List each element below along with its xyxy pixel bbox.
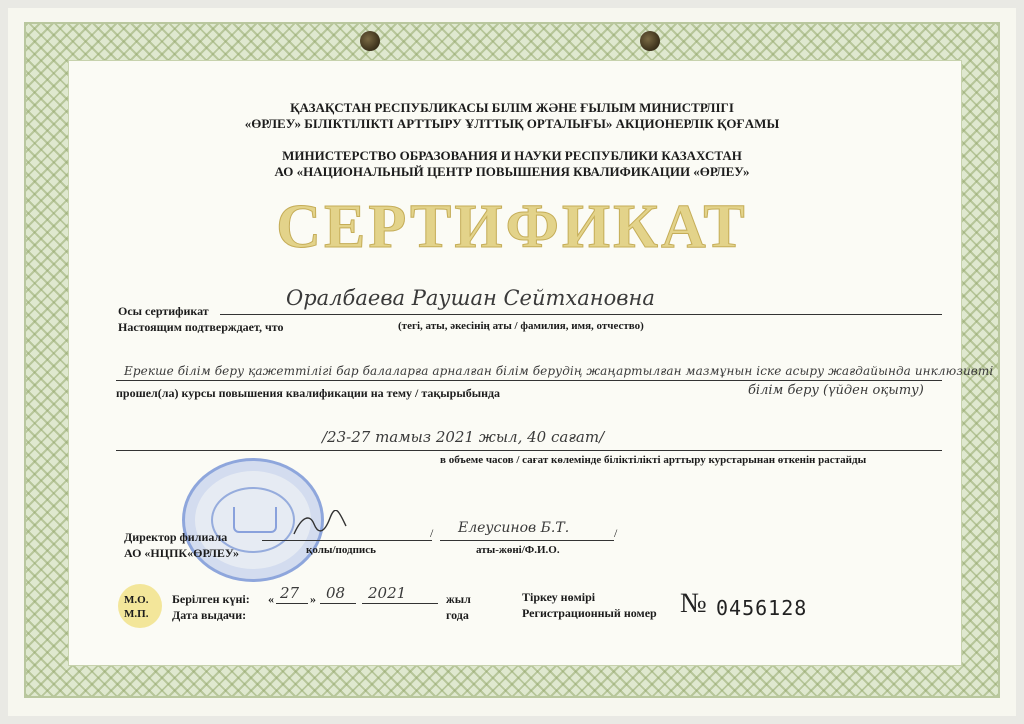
director-label-line1: Директор филиала <box>124 530 228 544</box>
issue-close-quote: » <box>310 592 316 606</box>
issue-month: 08 <box>326 584 346 602</box>
header-ru-line2: АО «НАЦИОНАЛЬНЫЙ ЦЕНТР ПОВЫШЕНИЯ КВАЛИФИКАЦИИ «ӨРЛЕУ» <box>274 164 750 179</box>
course-topic-line1: Ерекше білім беру қажеттілігі бар балаларға арналған білім берудің жаңартылған мазмұнын іске асыру жағдайында инклюзивті <box>124 364 994 378</box>
director-name-caption: аты-жөні/Ф.И.О. <box>476 544 560 556</box>
director-name: Елеусинов Б.Т. <box>458 520 570 536</box>
issue-year: 2021 <box>368 584 407 602</box>
issue-year-line <box>362 603 438 604</box>
issue-suffix-ru: года <box>446 608 469 622</box>
holder-label-ru: Настоящим подтверждает, что <box>118 320 284 334</box>
number-sign: № <box>680 588 707 619</box>
holder-caption: (тегі, аты, әкесінің аты / фамилия, имя, отчество) <box>398 320 644 332</box>
course-topic-line <box>116 380 942 381</box>
issue-open-quote: « <box>268 592 274 606</box>
director-name-line <box>440 540 614 541</box>
name-slash-open: / <box>430 526 434 540</box>
registration-label-kz: Тіркеу нөмірі <box>522 590 596 604</box>
issue-label-ru: Дата выдачи: <box>172 608 247 622</box>
binder-hole <box>640 31 660 51</box>
course-topic-line2: білім беру (үйден оқыту) <box>748 383 924 398</box>
holder-name: Оралбаева Раушан Сейтхановна <box>286 286 655 310</box>
director-label-line2: АО «НЦПК«ӨРЛЕУ» <box>124 546 239 560</box>
name-slash-close: / <box>614 526 618 540</box>
header-kz-line1: ҚАЗАҚСТАН РЕСПУБЛИКАСЫ БІЛІМ ЖӘНЕ ҒЫЛЫМ МИНИСТРЛІГІ <box>290 100 734 115</box>
duration-line <box>116 450 942 451</box>
signature-line <box>262 540 432 541</box>
holder-label-kz: Осы сертификат <box>118 304 209 318</box>
open-book-icon <box>233 507 277 533</box>
stamp-place-kz: М.О. <box>124 594 149 606</box>
holder-name-line <box>220 314 942 315</box>
issue-month-line <box>320 603 356 604</box>
registration-number: 0456128 <box>716 596 808 620</box>
stamp-place-ru: М.П. <box>124 608 149 620</box>
course-caption: прошел(ла) курсы повышения квалификации на тему / тақырыбында <box>116 386 501 400</box>
signature-caption: қолы/подпись <box>306 544 376 556</box>
issue-day-line <box>276 603 308 604</box>
registration-label-ru: Регистрационный номер <box>522 606 657 620</box>
issue-day: 27 <box>280 584 300 602</box>
binder-hole <box>360 31 380 51</box>
course-duration: /23-27 тамыз 2021 жыл, 40 сағат/ <box>322 428 605 446</box>
duration-caption: в объеме часов / сағат көлемінде біліктілікті арттыру курстарынан өткенін растайды <box>440 454 867 466</box>
header-kz-line2: «ӨРЛЕУ» БІЛІКТІЛІКТІ АРТТЫРУ ҰЛТТЫҚ ОРТАЛЫҒЫ» АКЦИОНЕРЛІК ҚОҒАМЫ <box>244 116 780 131</box>
issue-suffix-kz: жыл <box>446 592 471 606</box>
header-ru-line1: МИНИСТЕРСТВО ОБРАЗОВАНИЯ И НАУКИ РЕСПУБЛИКИ КАЗАХСТАН <box>282 148 742 163</box>
issue-label-kz: Берілген күні: <box>172 592 250 606</box>
director-signature <box>292 510 348 538</box>
certificate-title: СЕРТИФИКАТ <box>276 193 748 261</box>
stamp-place-circle <box>118 584 162 628</box>
